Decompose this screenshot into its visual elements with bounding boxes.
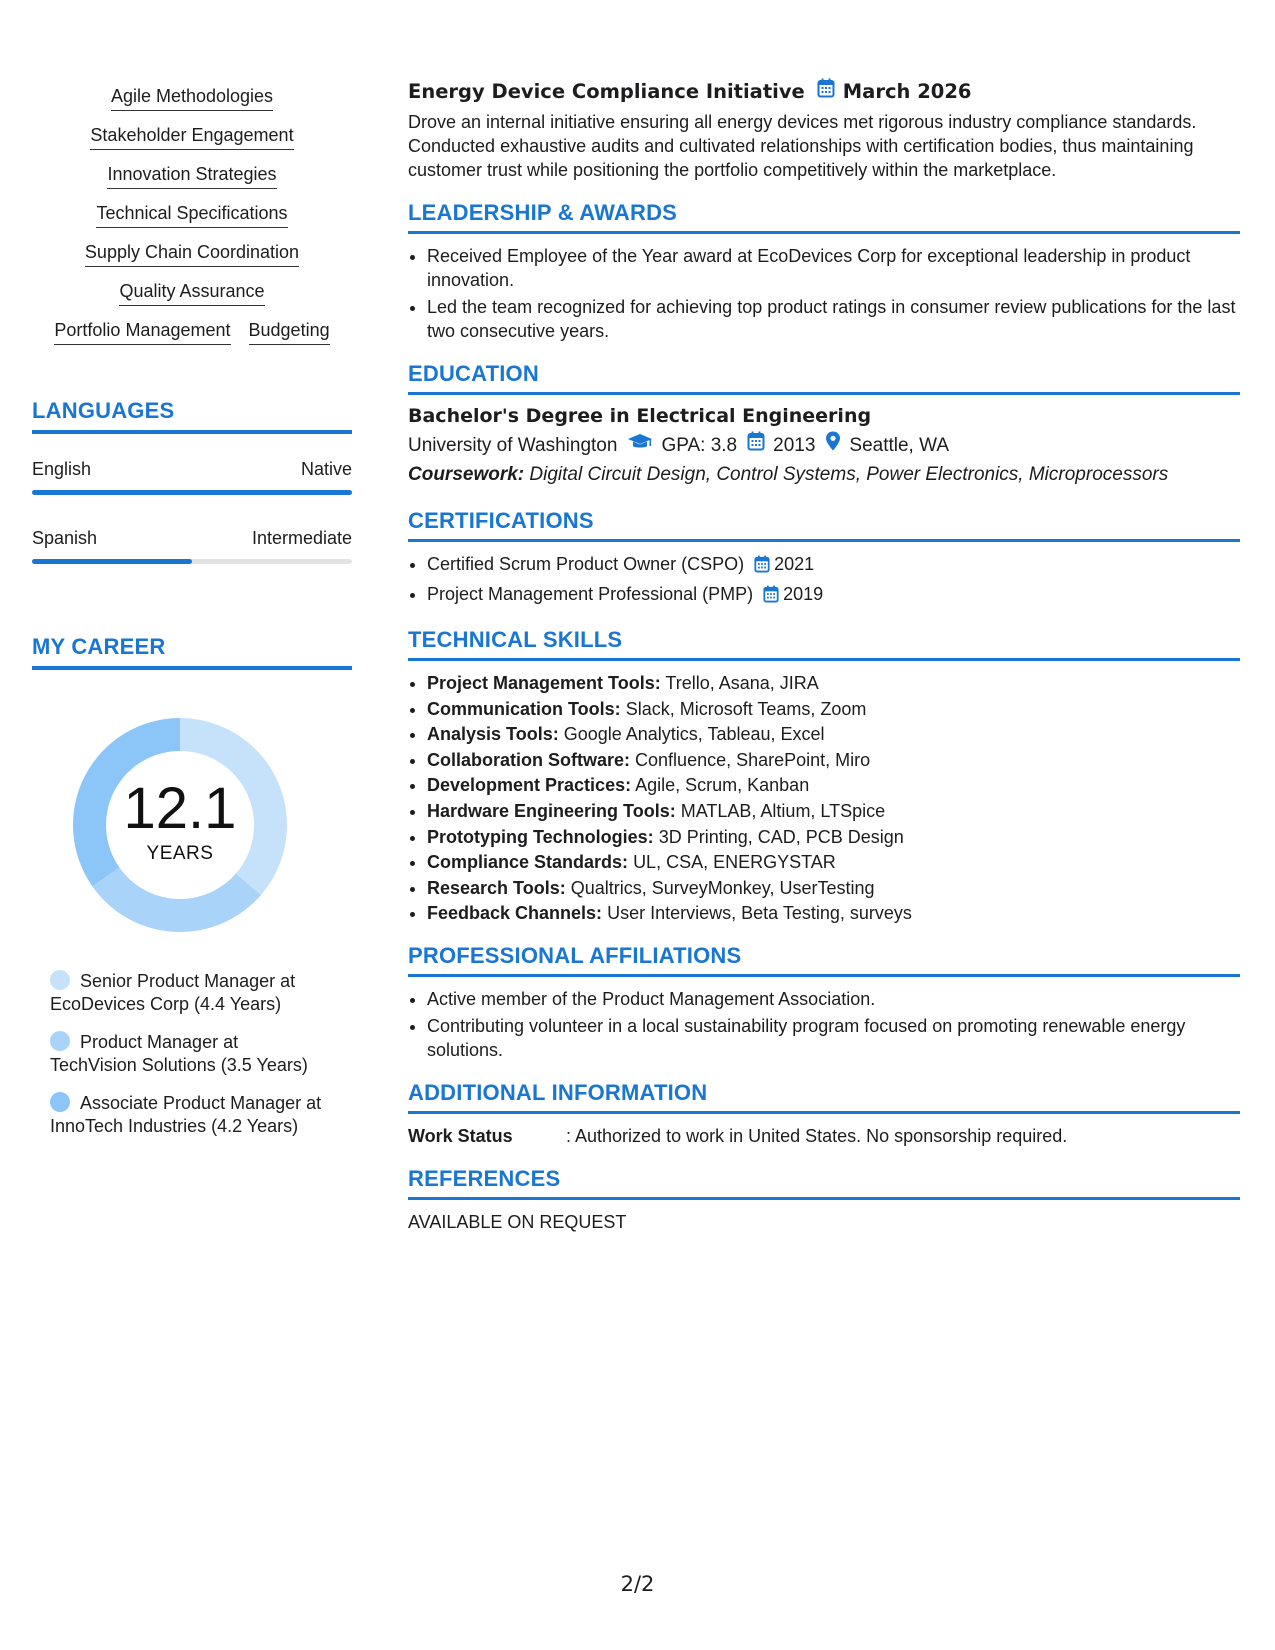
skill-category-value: Google Analytics, Tableau, Excel xyxy=(563,724,825,745)
languages-heading: LANGUAGES xyxy=(32,398,352,434)
project-title: Energy Device Compliance Initiative xyxy=(408,80,805,103)
education-location: Seattle, WA xyxy=(849,434,950,456)
career-total-years: 12.1 xyxy=(123,776,237,841)
skill-category-value: Trello, Asana, JIRA xyxy=(665,673,819,693)
skill-tag: Budgeting xyxy=(249,320,330,345)
career-legend-dot xyxy=(50,1031,70,1051)
list-item xyxy=(427,697,1240,721)
career-legend-label: Product Manager at TechVision Solutions (3.5 Years) xyxy=(50,1032,308,1075)
page-number: 2/2 xyxy=(620,1572,655,1596)
work-status-value: : Authorized to work in United States. No sponsorship required. xyxy=(566,1126,1068,1147)
certification-name: Project Management Professional (PMP) xyxy=(427,584,754,604)
work-status-label: Work Status xyxy=(408,1126,513,1147)
project-date: March 2026 xyxy=(842,80,972,103)
language-bar xyxy=(32,490,352,495)
education-degree: Bachelor's Degree in Electrical Engineering xyxy=(408,405,872,427)
language-level: Intermediate xyxy=(251,528,352,548)
career-legend-item xyxy=(50,1092,325,1138)
technical-skills-list xyxy=(408,671,1240,925)
project-description: Drove an internal initiative ensuring all energy devices met rigorous industry compliance standards. Conducted exhaustive audits and cultivated relationships with certification bodies, thus maintaining customer trust while positioning the portfolio competitively within the marketplace. xyxy=(408,112,1197,180)
project-header xyxy=(408,78,1240,106)
list-item xyxy=(427,799,1240,823)
language-level: Native xyxy=(300,459,352,479)
certification-name: Certified Scrum Product Owner (CSPO) xyxy=(427,554,745,574)
career-legend-dot xyxy=(50,1092,70,1112)
language-item xyxy=(32,458,352,495)
list-item xyxy=(427,748,1240,772)
certification-year: 2021 xyxy=(774,554,815,574)
calendar-icon xyxy=(763,585,779,609)
list-item: • Active member of the Product Management Association. xyxy=(427,987,1240,1011)
coursework-label: Coursework: xyxy=(408,464,525,485)
certification-year: 2019 xyxy=(783,584,824,604)
left-column xyxy=(32,84,352,1153)
career-legend-label: Senior Product Manager at EcoDevices Corp (4.4 Years) xyxy=(50,971,296,1014)
education-year: 2013 xyxy=(773,434,816,456)
career-donut-chart xyxy=(65,710,295,940)
skill-category-value: Agile, Scrum, Kanban xyxy=(635,775,810,796)
language-bar-fill xyxy=(32,559,192,564)
skill-category-value: Qualtrics, SurveyMonkey, UserTesting xyxy=(570,877,875,898)
skill-tag: Agile Methodologies xyxy=(111,86,273,111)
career-years-unit: YEARS xyxy=(146,843,214,864)
career-legend xyxy=(50,970,325,1138)
skill-category-value: MATLAB, Altium, LTSpice xyxy=(680,800,886,821)
language-bar-fill xyxy=(32,490,352,495)
skill-category-value: Confluence, SharePoint, Miro xyxy=(635,749,871,770)
languages-list xyxy=(32,458,352,564)
skill-category-label: Communication Tools: xyxy=(427,698,621,719)
calendar-icon xyxy=(817,78,835,106)
education-coursework xyxy=(408,460,1240,490)
career-heading: MY CAREER xyxy=(32,634,352,670)
language-item xyxy=(32,527,352,564)
technical-skills-heading: TECHNICAL SKILLS xyxy=(408,627,1240,661)
language-name: English xyxy=(32,459,92,479)
list-item xyxy=(427,850,1240,874)
references-heading: REFERENCES xyxy=(408,1166,1240,1200)
skill-category-label: Compliance Standards: xyxy=(427,852,629,873)
graduation-cap-icon xyxy=(627,432,653,460)
skill-tag: Technical Specifications xyxy=(96,203,287,228)
leadership-list xyxy=(408,244,1240,343)
skill-category-label: Feedback Channels: xyxy=(427,903,603,924)
list-item xyxy=(427,876,1240,900)
skill-tag: Innovation Strategies xyxy=(107,164,276,189)
career-legend-item xyxy=(50,970,325,1016)
education-details xyxy=(408,431,1240,460)
references-text: AVAILABLE ON REQUEST xyxy=(408,1212,627,1233)
list-item xyxy=(427,722,1240,746)
certifications-list xyxy=(408,552,1240,609)
calendar-icon xyxy=(754,555,770,579)
skill-category-value: Slack, Microsoft Teams, Zoom xyxy=(625,698,867,719)
skill-tag: Portfolio Management xyxy=(54,320,230,345)
skill-category-value: 3D Printing, CAD, PCB Design xyxy=(658,826,904,847)
right-column xyxy=(408,78,1240,1233)
skill-category-label: Research Tools: xyxy=(427,877,566,898)
list-item: • Received Employee of the Year award at EcoDevices Corp for exceptional leadership in product innovation. xyxy=(427,244,1240,292)
skill-category-value: User Interviews, Beta Testing, surveys xyxy=(607,903,912,924)
skill-tag: Supply Chain Coordination xyxy=(85,242,299,267)
skill-category-label: Prototyping Technologies: xyxy=(427,826,654,847)
education-gpa: GPA: 3.8 xyxy=(661,434,738,456)
skill-category-value: UL, CSA, ENERGYSTAR xyxy=(633,852,836,873)
list-item: • Led the team recognized for achieving top product ratings in consumer review publications for the last two consecutive years. xyxy=(427,295,1240,343)
career-legend-item xyxy=(50,1031,325,1077)
skill-tag: Quality Assurance xyxy=(119,281,264,306)
list-item: • Contributing volunteer in a local sustainability program focused on promoting renewable energy solutions. xyxy=(427,1014,1240,1062)
list-item xyxy=(427,901,1240,925)
skill-category-label: Collaboration Software: xyxy=(427,749,631,770)
additional-info-heading: ADDITIONAL INFORMATION xyxy=(408,1080,1240,1114)
certifications-heading: CERTIFICATIONS xyxy=(408,508,1240,542)
location-pin-icon xyxy=(825,431,841,460)
skill-category-label: Development Practices: xyxy=(427,775,632,796)
skill-category-label: Hardware Engineering Tools: xyxy=(427,800,676,821)
skill-tag: Stakeholder Engagement xyxy=(90,125,293,150)
work-status-row xyxy=(408,1124,1240,1148)
skill-category-label: Analysis Tools: xyxy=(427,724,559,745)
list-item xyxy=(427,552,1240,579)
education-school: University of Washington xyxy=(408,434,618,456)
list-item xyxy=(427,825,1240,849)
list-item xyxy=(427,582,1240,609)
education-heading: EDUCATION xyxy=(408,361,1240,395)
career-legend-dot xyxy=(50,970,70,990)
affiliations-list xyxy=(408,987,1240,1062)
list-item xyxy=(427,773,1240,797)
leadership-heading: LEADERSHIP & AWARDS xyxy=(408,200,1240,234)
coursework-value: Digital Circuit Design, Control Systems, Power Electronics, Microprocessors xyxy=(529,464,1169,485)
list-item xyxy=(427,671,1240,695)
skills-tag-list xyxy=(32,84,352,342)
skill-category-label: Project Management Tools: xyxy=(427,673,661,693)
career-legend-label: Associate Product Manager at InnoTech Industries (4.2 Years) xyxy=(50,1093,322,1136)
affiliations-heading: PROFESSIONAL AFFILIATIONS xyxy=(408,943,1240,977)
language-bar xyxy=(32,559,352,564)
calendar-icon xyxy=(747,431,765,460)
language-name: Spanish xyxy=(32,528,98,548)
